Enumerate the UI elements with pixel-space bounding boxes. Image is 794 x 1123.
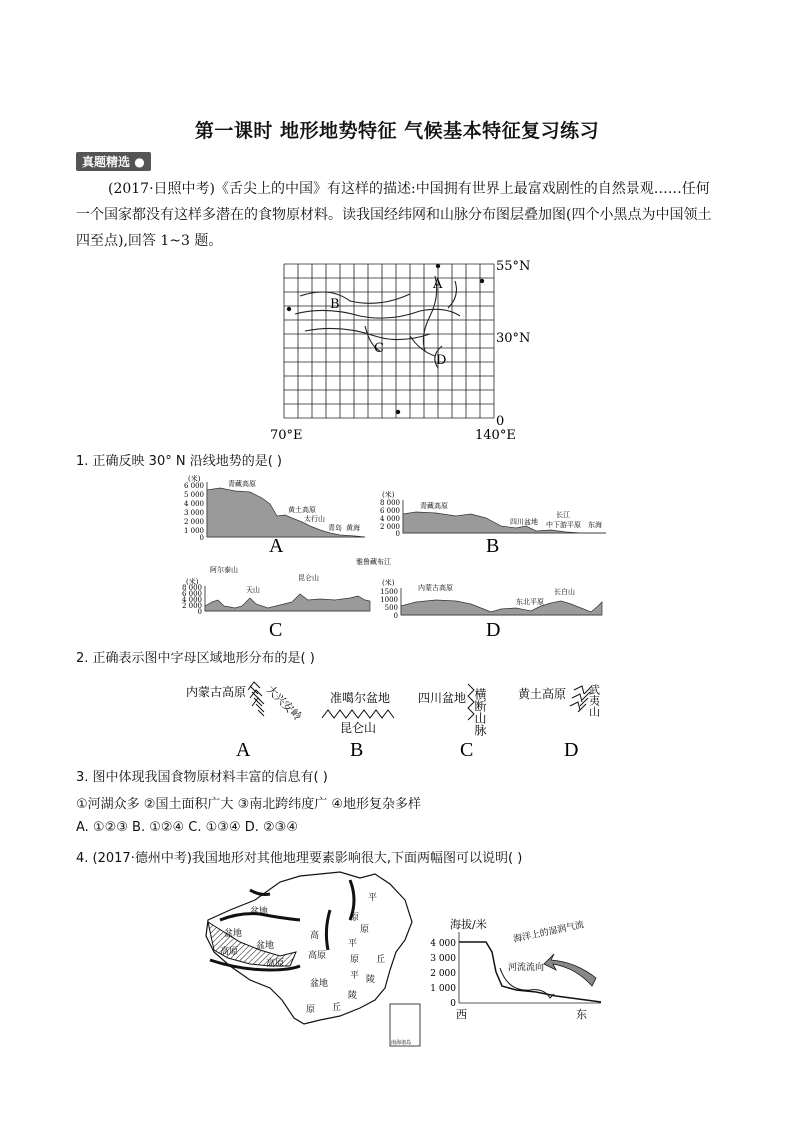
map-label: 原 — [350, 955, 360, 965]
profile-d-label: 内蒙古高原 — [418, 584, 453, 592]
profile-b-label: 四川盆地 — [510, 518, 538, 526]
q2-a-letter: A — [236, 739, 251, 761]
lat-30-label: 30°N — [496, 331, 531, 346]
profile-a-label: 黄海 — [346, 524, 360, 532]
map-label: 南海诸岛 — [391, 1040, 412, 1046]
q2-b-left: 准噶尔盆地 — [330, 691, 391, 705]
map-label: 高原 — [220, 947, 239, 957]
map-label-d: D — [436, 353, 447, 368]
profile-b-tick: 0 — [395, 530, 400, 538]
profile-b — [376, 490, 608, 558]
question-3-items: ①河湖众多 ②国土面积广大 ③南北跨纬度广 ④地形复杂多样 — [76, 797, 422, 812]
profile-b-tick: 6 000 — [379, 507, 400, 515]
profile-a-tick: 4 000 — [183, 500, 204, 508]
profile-a-tick: 6 000 — [183, 482, 204, 490]
map-label: 平 — [368, 893, 378, 903]
profile-a-tick: 2 000 — [183, 518, 204, 526]
q2-d-mountain: 武夷山 — [587, 684, 601, 717]
profile-a-label: 太行山 — [304, 515, 325, 523]
profile-c-label: 昆仑山 — [298, 574, 319, 582]
lon-70-label: 70°E — [270, 428, 303, 443]
profile-a-tick: 1 000 — [183, 527, 204, 535]
section-badge — [76, 152, 151, 171]
moist-air-arrow — [544, 954, 596, 986]
map-label: 陵 — [348, 991, 358, 1001]
question-3: 3. 图中体现我国食物原材料丰富的信息有( ) — [76, 770, 328, 785]
profile-a-tick: 5 000 — [183, 491, 204, 499]
profile-a-unit: (米) — [188, 475, 201, 483]
profile-tick: 1 000 — [430, 984, 456, 994]
grid-lines — [284, 264, 494, 418]
profile-a-label: 黄土高原 — [288, 506, 316, 514]
profile-d-tick: 0 — [393, 612, 398, 620]
profile-a-tick: 0 — [199, 534, 204, 542]
profile-c-tick: 4 000 — [181, 596, 202, 604]
map-label: 盆地 — [224, 929, 243, 939]
profile-c-label: 雅鲁藏布江 — [356, 558, 391, 566]
profile-b-unit: (米) — [382, 491, 395, 499]
map-label: 高原 — [266, 959, 285, 969]
map-label-a: A — [433, 277, 443, 292]
map-label: 平 — [348, 939, 358, 949]
badge-marker-icon: ● — [134, 155, 145, 169]
map-label: 丘 — [332, 1003, 342, 1013]
intro-line-3: 四至点),回答 1~3 题。 — [76, 233, 223, 249]
profile-a-label: 青藏高原 — [228, 480, 256, 488]
q2-a-mountain: 大兴安岭 — [263, 682, 305, 724]
grid-map — [270, 256, 540, 446]
badge-label: 真题精选 — [82, 155, 131, 169]
profile-a-letter: A — [269, 535, 284, 557]
profile-b-letter: B — [486, 535, 500, 557]
profile-c-letter: C — [269, 619, 283, 641]
profile-d — [376, 578, 608, 640]
profile-a-label: 青岛 — [328, 524, 342, 532]
map-label: 原 — [350, 913, 360, 923]
map-label-c: C — [374, 341, 384, 356]
profile-a — [180, 474, 370, 556]
profile-c-unit: (米) — [186, 578, 199, 586]
profile-b-label: 中下游平原 — [546, 521, 581, 529]
profile-b-label: 青藏高原 — [420, 502, 448, 510]
q2-d-left: 黄土高原 — [518, 687, 567, 701]
profile-tick: 3 000 — [430, 954, 456, 964]
lat-0-label: 0 — [496, 414, 505, 429]
q2-c-left: 四川盆地 — [418, 691, 467, 705]
profile-d-label: 长白山 — [554, 588, 575, 596]
river-flow-label: 河流流向 — [508, 963, 545, 973]
profile-a-tick: 3 000 — [183, 509, 204, 517]
q2-b-mountain: 昆仑山 — [340, 721, 377, 735]
map-label: 高 — [310, 931, 320, 941]
profile-b-label: 长江 — [556, 511, 570, 519]
q2-c-mountain-text: 横断山脉 — [473, 688, 487, 736]
intro-line-2: 一个国家都没有这样多潜在的食物原材料。读我国经纬网和山脉分布图层叠加图(四个小黑点为中国领土 — [76, 207, 712, 223]
map-label: 陵 — [366, 975, 376, 985]
profile-ylabel: 海拔/米 — [450, 918, 487, 931]
map-label: 盆地 — [256, 941, 275, 951]
china-terrain-map — [200, 870, 425, 1050]
q2-options — [180, 672, 620, 764]
profile-b-tick: 8 000 — [379, 499, 400, 507]
q2-a-mountain-icon — [248, 682, 264, 716]
profile-c-label: 阿尔泰山 — [210, 566, 238, 574]
profile-d-tick: 1000 — [380, 596, 398, 604]
intro-line-1: (2017·日照中考)《舌尖上的中国》有这样的描述:中国拥有世界上最富戏剧性的自然景观……任何 — [108, 181, 710, 197]
lon-140-label: 140°E — [475, 428, 516, 443]
map-label: 丘 — [376, 955, 386, 965]
question-2: 2. 正确表示图中字母区域地形分布的是( ) — [76, 651, 315, 666]
profile-west-label: 西 — [456, 1008, 467, 1021]
profile-c-tick: 2 000 — [181, 602, 202, 610]
profile-east-label: 东 — [576, 1008, 587, 1021]
profile-d-unit: (米) — [382, 579, 395, 587]
moist-air-label: 海洋上的湿润气流 — [512, 920, 586, 945]
q2-c-letter: C — [460, 739, 474, 761]
profile-tick: 2 000 — [430, 969, 456, 979]
profile-c-tick: 8 000 — [181, 584, 202, 592]
map-label: 盆地 — [250, 907, 269, 917]
q2-b-letter: B — [350, 739, 364, 761]
question-3-choices: A. ①②③ B. ①②④ C. ①③④ D. ②③④ — [76, 820, 298, 835]
profile-d-tick: 500 — [384, 604, 398, 612]
question-1: 1. 正确反映 30° N 沿线地势的是( ) — [76, 454, 282, 469]
question-4: 4. (2017·德州中考)我国地形对其他地理要素影响很大,下面两幅图可以说明( ) — [76, 851, 523, 866]
map-label: 高原 — [308, 951, 327, 961]
profile-d-label: 东北平原 — [516, 598, 544, 606]
q2-d-letter: D — [564, 739, 579, 761]
q2-b-mountain-icon — [322, 710, 394, 718]
profile-b-label: 东海 — [588, 521, 602, 529]
profile-d-terrain — [401, 600, 602, 615]
profile-c-tick: 0 — [197, 608, 202, 616]
profile-tick: 4 000 — [430, 939, 456, 949]
profile-d-letter: D — [486, 619, 501, 641]
profile-b-tick: 2 000 — [379, 523, 400, 531]
page-title: 第一课时 地形地势特征 气候基本特征复习练习 — [194, 120, 600, 142]
map-label: 盆地 — [310, 979, 329, 989]
map-label: 原 — [360, 925, 370, 935]
lat-55-label: 55°N — [496, 259, 531, 274]
profile-c-label: 天山 — [246, 586, 260, 594]
map-label: 原 — [306, 1005, 316, 1015]
profile-b-tick: 4 000 — [379, 515, 400, 523]
map-label-b: B — [330, 297, 340, 312]
profile-c-terrain — [205, 594, 370, 611]
elevation-profile — [426, 912, 616, 1024]
map-label: 平 — [350, 971, 360, 981]
profile-tick: 0 — [450, 999, 456, 1009]
profile-d-tick: 1500 — [380, 588, 398, 596]
profile-c-tick: 6 000 — [181, 590, 202, 598]
q2-a-left: 内蒙古高原 — [186, 685, 247, 699]
